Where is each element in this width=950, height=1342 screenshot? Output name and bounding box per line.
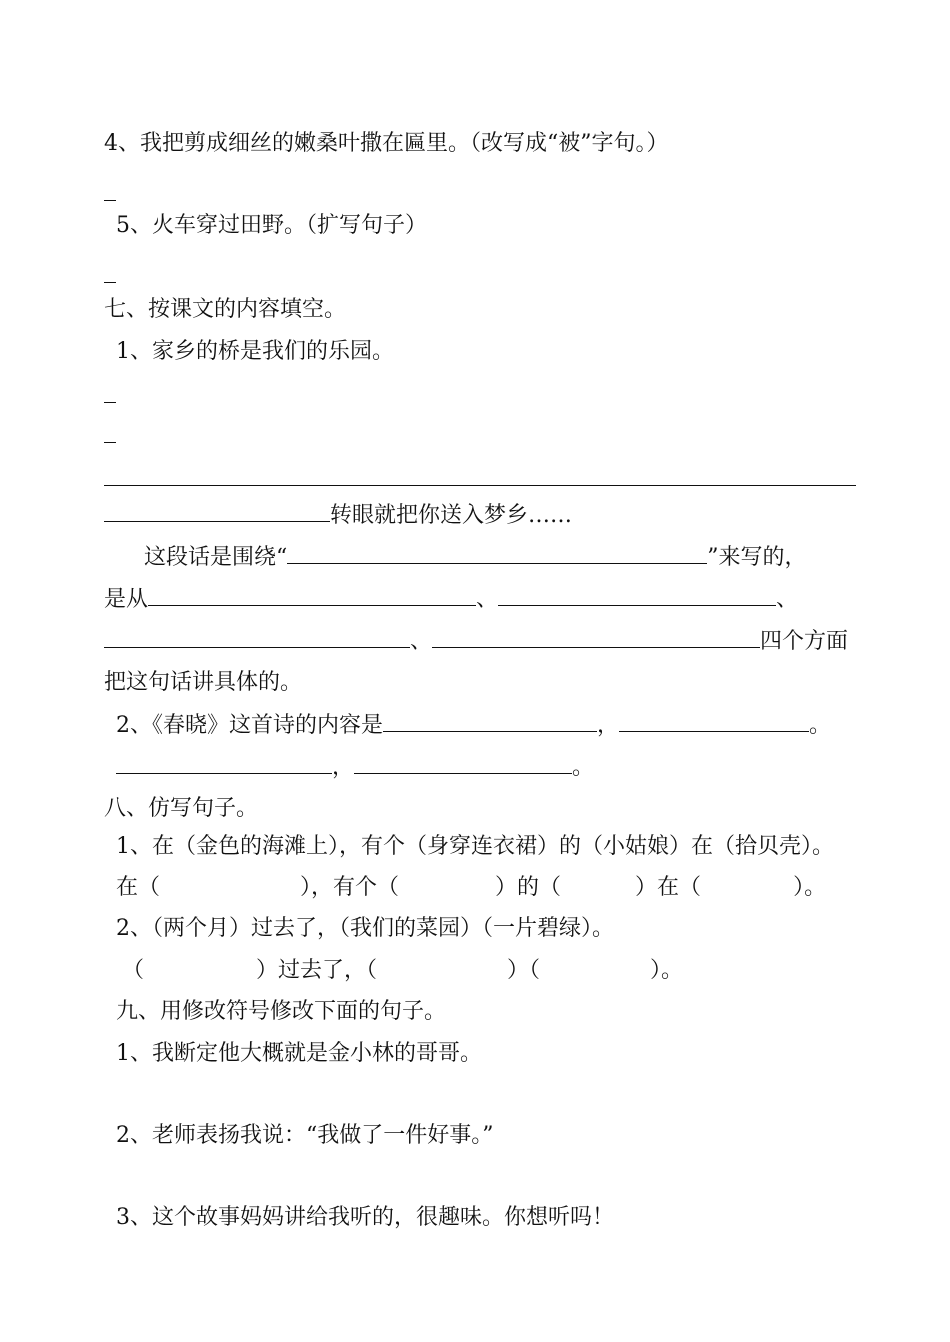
blank-line xyxy=(287,543,707,564)
question-7-1-desc-line1 xyxy=(144,543,807,572)
answer-line xyxy=(104,402,116,403)
answer-line-full xyxy=(104,485,856,486)
q2-text: 2、《春晓》这首诗的内容是 xyxy=(116,713,383,738)
question-8-2: 2、（两个月）过去了，（我们的菜园）（一片碧绿）。 xyxy=(116,916,614,941)
section-7-heading: 七、按课文的内容填空。 xyxy=(104,297,347,322)
section-9-heading: 九、用修改符号修改下面的句子。 xyxy=(116,999,447,1024)
blank-line xyxy=(498,585,776,606)
blank-line xyxy=(354,753,572,774)
fill-text: 在（ xyxy=(116,875,161,900)
question-7-1: 1、家乡的桥是我们的乐园。 xyxy=(116,339,394,364)
question-8-1-fill xyxy=(116,874,826,902)
question-9-3: 3、这个故事妈妈讲给我听的，很趣味。你想听吗！ xyxy=(116,1205,614,1230)
question-7-1-desc-line3 xyxy=(104,627,848,656)
answer-line xyxy=(104,200,116,201)
q2-text: ， xyxy=(332,755,355,780)
fill-text: ）在（ xyxy=(635,875,702,900)
question-7-1-tail-line xyxy=(104,501,572,530)
answer-line xyxy=(104,442,116,443)
fill-text: ）的（ xyxy=(495,875,562,900)
question-8-2-fill xyxy=(122,957,683,985)
question-7-1-desc-line4: 把这句话讲具体的。 xyxy=(104,670,303,695)
blank-line xyxy=(104,627,410,648)
question-8-1: 1、在（金色的海滩上），有个（身穿连衣裙）的（小姑娘）在（拾贝壳）。 xyxy=(116,834,834,859)
q2-text: ， xyxy=(597,713,620,738)
fill-text: （ xyxy=(122,958,145,983)
question-6-4: 4、我把剪成细丝的嫩桑叶撒在匾里。（改写成“被”字句。） xyxy=(104,131,669,156)
blank-line xyxy=(116,753,332,774)
answer-line xyxy=(104,282,116,283)
q2-text: 。 xyxy=(572,755,595,780)
blank-line xyxy=(148,585,476,606)
desc-text: 四个方面 xyxy=(760,629,849,654)
fill-text: ）（ xyxy=(507,958,541,983)
desc-text: ”来写的， xyxy=(707,545,807,570)
tail-text: 转眼就把你送入梦乡…… xyxy=(330,503,573,528)
q2-text: 。 xyxy=(809,713,832,738)
desc-text: 、 xyxy=(410,629,433,654)
question-6-5: 5、火车穿过田野。（扩写句子） xyxy=(116,213,427,238)
question-7-2-line1 xyxy=(116,711,831,740)
question-7-1-desc-line2 xyxy=(104,585,798,614)
fill-text: ），有个（ xyxy=(300,875,400,900)
blank-line xyxy=(432,627,760,648)
fill-text: ）过去了，（ xyxy=(256,958,378,983)
blank-line xyxy=(383,711,597,732)
desc-text: 、 xyxy=(776,587,799,612)
question-9-2: 2、老师表扬我说：“我做了一件好事。” xyxy=(116,1123,494,1148)
question-9-1: 1、我断定他大概就是金小林的哥哥。 xyxy=(116,1041,482,1066)
fill-text: ）。 xyxy=(793,875,827,900)
desc-text: 、 xyxy=(476,587,499,612)
blank-line xyxy=(104,501,330,522)
desc-text: 这段话是围绕“ xyxy=(144,545,288,570)
desc-text: 是从 xyxy=(104,587,149,612)
fill-text: ）。 xyxy=(650,958,684,983)
question-7-2-line2 xyxy=(116,753,594,782)
section-8-heading: 八、仿写句子。 xyxy=(104,796,259,821)
blank-line xyxy=(619,711,809,732)
